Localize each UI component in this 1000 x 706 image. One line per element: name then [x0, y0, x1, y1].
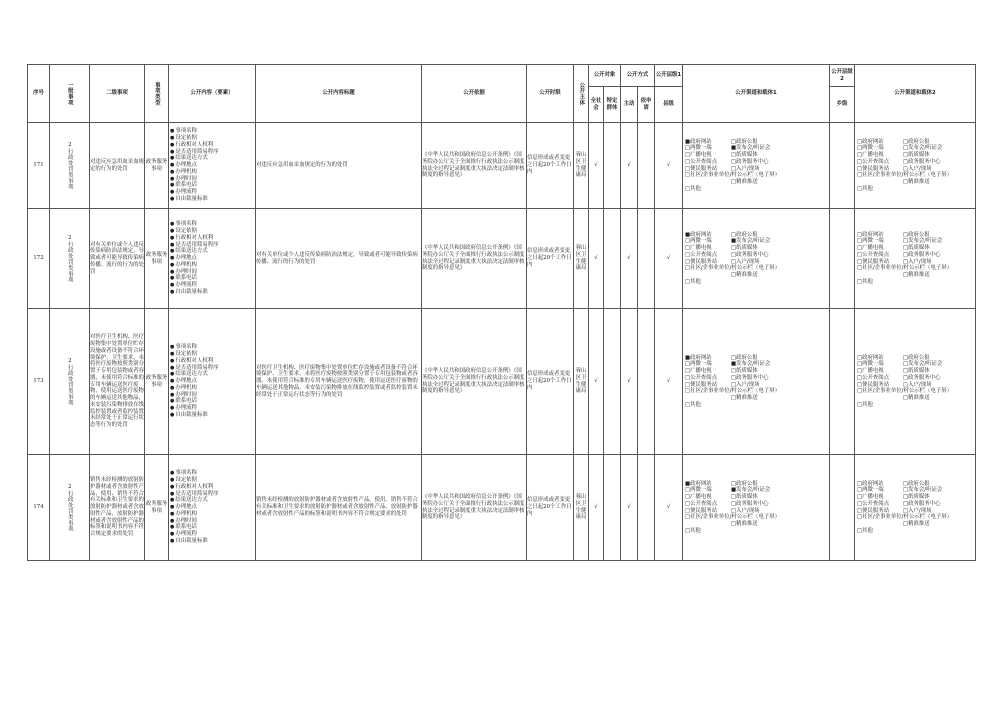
cell-target-specific [604, 123, 621, 209]
cell-subject: 蓉山区卫生健康局 [574, 209, 589, 309]
cell-level2: 销售未经检测的放射防护器材或者含放射性产品，使用、销售不符合有关标准和卫生要求的放射防护器材或者含放射性产品，放射防护器材或者含放射性产品的标签和说明书内容不符合规定要求的处罚 [90, 455, 145, 561]
channel-option: □便民服务站 [857, 165, 890, 172]
channel-option: □两微一端 [685, 145, 712, 152]
channel-option: □精准推送 [731, 395, 758, 401]
element-item: ● 办理流程 [170, 405, 254, 412]
cell-type: 政务服务事项 [145, 123, 169, 209]
table-row [28, 209, 976, 309]
cell-layer1-county: √ [655, 309, 683, 455]
channel-option: □公开查阅点 [685, 500, 718, 507]
cell-type: 政务服务事项 [145, 209, 169, 309]
channel-option: □其他 [857, 185, 873, 192]
channel-option: □政务服务中心 [731, 374, 769, 381]
cell-layer2-town [830, 455, 855, 561]
element-item: ● 联系电话 [170, 182, 254, 189]
element-item: ● 事项名称 [170, 128, 254, 135]
cell-layer2-town [830, 309, 855, 455]
channel-option: □纸质媒体 [731, 245, 758, 251]
channel-option: □政府公报 [731, 138, 758, 145]
channel-option: □发布会/听证会 [903, 145, 943, 152]
channel-option: □政府网站 [857, 354, 884, 361]
channel-option: □政府公报 [903, 354, 930, 361]
element-item: ● 结果送达方式 [170, 155, 254, 162]
channel-option: □政府公报 [731, 231, 758, 238]
cell-target-specific [604, 209, 621, 309]
channel-option: □其他 [857, 278, 873, 285]
header-target-specific: 特定群体 [604, 87, 621, 123]
element-item: ● 办理流程 [170, 282, 254, 289]
header-time: 公开时限 [527, 65, 574, 123]
channel-option: □两微一端 [857, 145, 884, 152]
channel-option: □两微一端 [685, 487, 712, 494]
channel-option: □政府网站 [857, 231, 884, 238]
cell-method-apply [638, 455, 655, 561]
channel-option: □精准推送 [903, 395, 930, 401]
cell-content [169, 209, 256, 309]
channel-option: □发布会/听证会 [903, 487, 943, 494]
channel-option: □精准推送 [903, 272, 930, 278]
cell-method-active: √ [621, 455, 638, 561]
channel-option: □政务服务中心 [731, 251, 769, 258]
element-item: ● 办理机构 [170, 262, 254, 269]
element-item: ● 联系电话 [170, 398, 254, 405]
channel-option: □公开查阅点 [685, 374, 718, 381]
channel-option: □政务服务中心 [731, 158, 769, 165]
element-item: ● 行政相对人权利 [170, 235, 254, 242]
element-item: ● 设定依据 [170, 351, 254, 358]
element-item: ● 是否适用简易程序 [170, 242, 254, 249]
channel-option: □其他 [685, 185, 701, 192]
channel-option: □政府网站 [857, 480, 884, 487]
cell-target-all: √ [589, 455, 604, 561]
channel-option: □公开查阅点 [857, 251, 890, 258]
channel-option: □便民服务站 [685, 381, 718, 388]
channel-option: ■政府网站 [685, 354, 712, 361]
channel-option: □纸质媒体 [903, 368, 930, 374]
element-item: ● 办理流程 [170, 531, 254, 538]
header-content: 公开内容（要素） [169, 65, 256, 123]
cell-seq: 174 [28, 455, 50, 561]
channel-option: □两微一端 [857, 238, 884, 245]
element-item: ● 办理机构 [170, 385, 254, 392]
cell-layer1-county: √ [655, 455, 683, 561]
channel-option: □社区/企事业单位/村公示栏（电子屏） [685, 388, 781, 395]
cell-level2: 对违反应急用血采血规定的行为的处罚 [90, 123, 145, 209]
channel-option: □广播电视 [857, 245, 884, 251]
channel-option: □政府公报 [903, 231, 930, 238]
channel-option: □入户/现场 [903, 258, 932, 265]
cell-method-active: √ [621, 209, 638, 309]
cell-method-apply [638, 309, 655, 455]
header-basis: 公开依据 [422, 65, 527, 123]
cell-time: 信息形成或者变更之日起20个工作日内 [527, 455, 574, 561]
channel-option: □两微一端 [857, 487, 884, 494]
channel-option: □社区/企事业单位/村公示栏（电子屏） [857, 172, 953, 179]
header-layer2-town: 乡级 [830, 87, 855, 123]
cell-channel1 [683, 123, 830, 209]
cell-standard: 对有关单位或个人违反传染病防治法规定，导致或者可能导致传染病传播、流行的行为的处罚 [256, 209, 422, 309]
cell-layer1-county: √ [655, 123, 683, 209]
element-item: ● 办理时间 [170, 176, 254, 183]
channel-option: □政府网站 [857, 138, 884, 145]
channel-option: □纸质媒体 [903, 494, 930, 500]
header-channel2: 公开渠道和载体2 [855, 65, 976, 123]
cell-time: 信息形成或者变更之日起20个工作日内 [527, 209, 574, 309]
channel-option: ■发布会/听证会 [731, 145, 771, 152]
header-level1: 一级事项 [50, 65, 90, 123]
channel-option: ■政府网站 [685, 138, 712, 145]
channel-option: □精准推送 [903, 179, 930, 185]
cell-type: 政务服务事项 [145, 455, 169, 561]
channel-option: □政务服务中心 [903, 374, 941, 381]
element-item: ● 自由裁量标准 [170, 196, 254, 203]
channel-option: ■发布会/听证会 [731, 487, 771, 494]
header-standard: 公开内容标题 [256, 65, 422, 123]
cell-content [169, 309, 256, 455]
element-item: ● 行政相对人权利 [170, 358, 254, 365]
cell-basis: 《中华人民共和国政府信息公开条例》《国务院办公厅关于全面推行行政执法公示制度执法全过程记录制度重大执法决定法制审核制度的指导意见》 [422, 455, 527, 561]
element-item: ● 联系电话 [170, 275, 254, 282]
channel-option: □广播电视 [685, 152, 712, 158]
element-item: ● 办理流程 [170, 189, 254, 196]
cell-channel2 [855, 455, 976, 561]
channel-option: □便民服务站 [685, 258, 718, 265]
channel-option: □其他 [685, 278, 701, 285]
cell-standard: 对医疗卫生机构、医疗废物集中处置单位贮存设施或者设备不符合环境保护、卫生要求，未将医疗废物按照类别分置于专用包装物或者容器，未使用符合标准的专用车辆运送医疗废物，使用运送医疗废物的车辆运送其他物品，未安装污染物排放在线监控装置或者监控装置未经常处于正常运行状态等行为的处罚 [256, 309, 422, 455]
channel-option: □便民服务站 [857, 381, 890, 388]
disclosure-table [27, 64, 976, 561]
cell-method-apply [638, 209, 655, 309]
channel-option: □纸质媒体 [903, 245, 930, 251]
channel-option: ■政府网站 [685, 480, 712, 487]
channel-option: □入户/现场 [731, 165, 760, 172]
cell-type: 政务服务事项 [145, 309, 169, 455]
channel-option: □精准推送 [731, 272, 758, 278]
channel-option: □公开查阅点 [685, 158, 718, 165]
channel-option: □便民服务站 [685, 165, 718, 172]
element-item: ● 行政相对人权利 [170, 484, 254, 491]
cell-basis: 《中华人民共和国政府信息公开条例》《国务院办公厅关于全面推行行政执法公示制度执法全过程记录制度重大执法决定法制审核制度的指导意见》 [422, 309, 527, 455]
channel-option: □两微一端 [685, 361, 712, 368]
cell-channel2 [855, 123, 976, 209]
cell-subject: 蓉山区卫生健康局 [574, 455, 589, 561]
cell-method-apply [638, 123, 655, 209]
channel-option: □广播电视 [685, 245, 712, 251]
table-row [28, 123, 976, 209]
element-item: ● 事项名称 [170, 221, 254, 228]
cell-level2: 对医疗卫生机构、医疗废物集中处置单位贮存设施或者设备不符合环境保护、卫生要求，未将医疗废物按照类别分置于专用包装物或者容器，未使用符合标准的专用车辆运送医疗废物，使用运送医疗废物的车辆运送其他物品，未安装污染物排放在线监控装置或者监控装置未经常处于正常运行状态等行为的处罚 [90, 309, 145, 455]
cell-seq: 172 [28, 209, 50, 309]
header-seq: 序号 [28, 65, 50, 123]
channel-option: ■政府网站 [685, 231, 712, 238]
channel-option: □入户/现场 [731, 258, 760, 265]
channel-option: □精准推送 [731, 179, 758, 185]
element-item: ● 是否适用简易程序 [170, 365, 254, 372]
channel-option: □广播电视 [857, 494, 884, 500]
cell-target-specific [604, 309, 621, 455]
cell-level2: 对有关单位或个人违反传染病防治法规定，导致或者可能导致传染病传播、流行的行为的处罚 [90, 209, 145, 309]
cell-basis: 《中华人民共和国政府信息公开条例》《国务院办公厅关于全面推行行政执法公示制度执法全过程记录制度重大执法决定法制审核制度的指导意见》 [422, 123, 527, 209]
cell-method-active: √ [621, 123, 638, 209]
channel-option: □其他 [685, 401, 701, 408]
channel-option: □社区/企事业单位/村公示栏（电子屏） [857, 514, 953, 521]
cell-level1: 2行政处罚类事项 [50, 455, 90, 561]
channel-option: □社区/企事业单位/村公示栏（电子屏） [685, 514, 781, 521]
cell-basis: 《中华人民共和国政府信息公开条例》《国务院办公厅关于全面推行行政执法公示制度执法全过程记录制度重大执法决定法制审核制度的指导意见》 [422, 209, 527, 309]
element-item: ● 办理机构 [170, 169, 254, 176]
channel-option: □便民服务站 [685, 507, 718, 514]
channel-option: □其他 [857, 401, 873, 408]
channel-option: □公开查阅点 [857, 374, 890, 381]
channel-option: □其他 [857, 527, 873, 534]
cell-level1: 2行政处罚类事项 [50, 123, 90, 209]
channel-option: □纸质媒体 [731, 368, 758, 374]
channel-option: □两微一端 [857, 361, 884, 368]
cell-target-all: √ [589, 209, 604, 309]
cell-seq: 171 [28, 123, 50, 209]
channel-option: □便民服务站 [857, 507, 890, 514]
channel-option: □社区/企事业单位/村公示栏（电子屏） [685, 265, 781, 272]
element-item: ● 结果送达方式 [170, 497, 254, 504]
header-target: 公开对象 [589, 65, 621, 87]
element-item: ● 设定依据 [170, 228, 254, 235]
element-item: ● 事项名称 [170, 470, 254, 477]
channel-option: □政务服务中心 [903, 158, 941, 165]
channel-option: □广播电视 [685, 494, 712, 500]
channel-option: □其他 [685, 527, 701, 534]
channel-option: □政府公报 [903, 480, 930, 487]
channel-option: □政府公报 [731, 480, 758, 487]
cell-channel1 [683, 209, 830, 309]
cell-content [169, 123, 256, 209]
cell-channel1 [683, 455, 830, 561]
element-item: ● 自由裁量标准 [170, 289, 254, 296]
cell-level1: 2行政处罚类事项 [50, 309, 90, 455]
channel-option: □精准推送 [903, 521, 930, 527]
element-item: ● 办理时间 [170, 392, 254, 399]
channel-option: □公开查阅点 [857, 500, 890, 507]
cell-time: 信息形成或者变更之日起20个工作日内 [527, 123, 574, 209]
header-method: 公开方式 [621, 65, 655, 87]
element-item: ● 结果送达方式 [170, 248, 254, 255]
channel-option: □政府公报 [903, 138, 930, 145]
cell-content [169, 455, 256, 561]
channel-option: □广播电视 [857, 152, 884, 158]
channel-option: □政府公报 [731, 354, 758, 361]
element-item: ● 办理地点 [170, 504, 254, 511]
element-item: ● 行政相对人权利 [170, 142, 254, 149]
channel-option: □两微一端 [685, 238, 712, 245]
table-row [28, 455, 976, 561]
channel-option: □纸质媒体 [731, 494, 758, 500]
cell-target-all: √ [589, 123, 604, 209]
channel-option: □政务服务中心 [731, 500, 769, 507]
cell-level1: 2行政处罚类事项 [50, 209, 90, 309]
element-item: ● 办理地点 [170, 255, 254, 262]
channel-option: □纸质媒体 [731, 152, 758, 158]
channel-option: □社区/企事业单位/村公示栏（电子屏） [857, 388, 953, 395]
cell-subject: 蓉山区卫生健康局 [574, 123, 589, 209]
channel-option: □发布会/听证会 [903, 361, 943, 368]
cell-layer1-county: √ [655, 209, 683, 309]
element-item: ● 是否适用简易程序 [170, 149, 254, 156]
element-item: ● 联系电话 [170, 524, 254, 531]
channel-option: □入户/现场 [903, 381, 932, 388]
element-item: ● 自由裁量标准 [170, 538, 254, 545]
header-layer1: 公开层级1 [655, 65, 683, 87]
channel-option: □精准推送 [731, 521, 758, 527]
element-item: ● 办理地点 [170, 378, 254, 385]
header-level2: 二级事项 [90, 65, 145, 123]
cell-layer2-town [830, 123, 855, 209]
header-method-active: 主动 [621, 87, 638, 123]
channel-option: □入户/现场 [903, 507, 932, 514]
cell-channel2 [855, 309, 976, 455]
cell-time: 信息形成或者变更之日起20个工作日内 [527, 309, 574, 455]
header-subject: 公开主体 [574, 65, 589, 123]
channel-option: □纸质媒体 [903, 152, 930, 158]
channel-option: □发布会/听证会 [903, 238, 943, 245]
header-layer2: 公开层级2 [830, 65, 855, 87]
element-item: ● 设定依据 [170, 477, 254, 484]
cell-target-specific [604, 455, 621, 561]
element-item: ● 事项名称 [170, 344, 254, 351]
header-target-all: 全社会 [589, 87, 604, 123]
element-item: ● 办理机构 [170, 511, 254, 518]
cell-channel2 [855, 209, 976, 309]
channel-option: □政务服务中心 [903, 251, 941, 258]
channel-option: □政务服务中心 [903, 500, 941, 507]
header-layer1-county: 县级 [655, 87, 683, 123]
cell-method-active: √ [621, 309, 638, 455]
element-item: ● 结果送达方式 [170, 371, 254, 378]
channel-option: ■发布会/听证会 [731, 238, 771, 245]
cell-subject: 蓉山区卫生健康局 [574, 309, 589, 455]
channel-option: □入户/现场 [903, 165, 932, 172]
header-method-apply: 依申请 [638, 87, 655, 123]
channel-option: □入户/现场 [731, 381, 760, 388]
element-item: ● 是否适用简易程序 [170, 491, 254, 498]
cell-standard: 对违反应急用血采血规定的行为的处罚 [256, 123, 422, 209]
channel-option: □公开查阅点 [685, 251, 718, 258]
channel-option: □广播电视 [857, 368, 884, 374]
cell-target-all: √ [589, 309, 604, 455]
channel-option: □便民服务站 [857, 258, 890, 265]
cell-layer2-town [830, 209, 855, 309]
cell-seq: 173 [28, 309, 50, 455]
header-type: 事项类型 [145, 65, 169, 123]
cell-channel1 [683, 309, 830, 455]
element-item: ● 办理时间 [170, 518, 254, 525]
channel-option: ■发布会/听证会 [731, 361, 771, 368]
channel-option: □社区/企事业单位/村公示栏（电子屏） [857, 265, 953, 272]
channel-option: □公开查阅点 [857, 158, 890, 165]
cell-standard: 销售未经检测的放射防护器材或者含放射性产品，使用、销售不符合有关标准和卫生要求的放射防护器材或者含放射性产品，放射防护器材或者含放射性产品的标签和说明书内容不符合规定要求的处罚 [256, 455, 422, 561]
channel-option: □入户/现场 [731, 507, 760, 514]
table-row [28, 309, 976, 455]
header-channel1: 公开渠道和载体1 [683, 65, 830, 123]
element-item: ● 设定依据 [170, 135, 254, 142]
channel-option: □社区/企事业单位/村公示栏（电子屏） [685, 172, 781, 179]
element-item: ● 自由裁量标准 [170, 412, 254, 419]
element-item: ● 办理地点 [170, 162, 254, 169]
element-item: ● 办理时间 [170, 269, 254, 276]
channel-option: □广播电视 [685, 368, 712, 374]
